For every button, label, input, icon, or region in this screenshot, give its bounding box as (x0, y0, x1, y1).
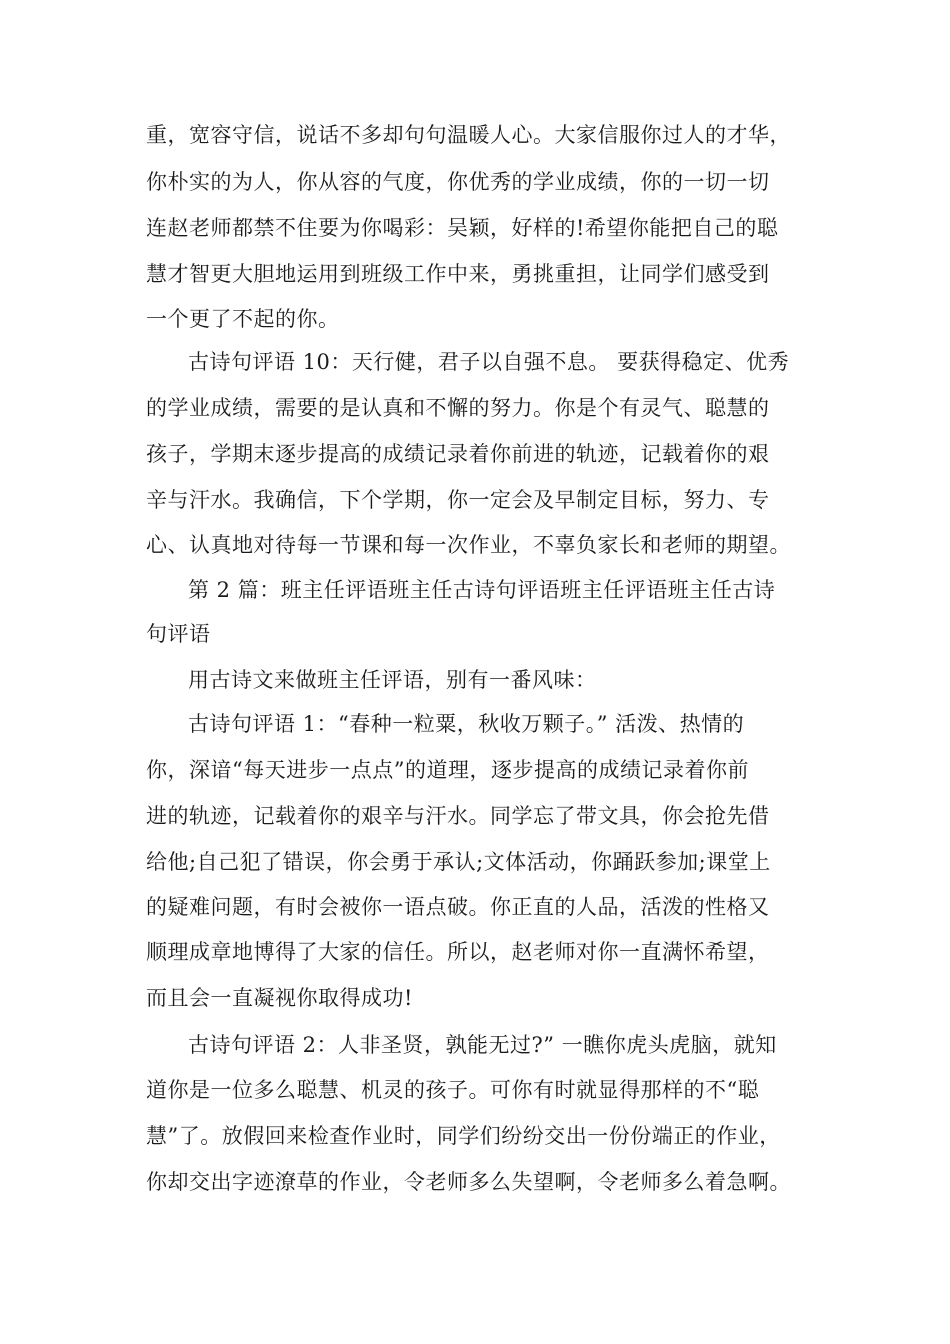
paragraph-start: 古诗句评语 2：人非圣贤，孰能无过?” 一瞧你虎头虎脑，就知 (188, 1033, 777, 1057)
text-line: 重，宽容守信，说话不多却句句温暖人心。大家信服你过人的才华， (146, 123, 791, 147)
text-line: 孩子，学期末逐步提高的成绩记录着你前进的轨迹，记载着你的艰 (146, 442, 770, 466)
text-line: 你却交出字迹潦草的作业，令老师多么失望啊，令老师多么着急啊。 (146, 1170, 791, 1194)
text-line: 你，深谙“每天进步一点点”的道理，逐步提高的成绩记录着你前 (146, 758, 749, 782)
text-line: 给他;自己犯了错误，你会勇于承认;文体活动，你踊跃参加;课堂上 (146, 850, 771, 874)
text-line: 的学业成绩，需要的是认真和不懈的努力。你是个有灵气、聪慧的 (146, 396, 770, 420)
text-line: 道你是一位多么聪慧、机灵的孩子。可你有时就显得那样的不“聪 (146, 1078, 760, 1102)
text-line: 进的轨迹，记载着你的艰辛与汗水。同学忘了带文具，你会抢先借 (146, 804, 770, 828)
paragraph-start: 用古诗文来做班主任评语，别有一番风味： (188, 668, 597, 692)
text-line: 一个更了不起的你。 (146, 307, 340, 331)
paragraph-start: 古诗句评语 10：天行健，君子以自强不息。 要获得稳定、优秀 (188, 350, 790, 374)
text-line: 的疑难问题，有时会被你一语点破。你正直的人品，活泼的性格又 (146, 895, 770, 919)
text-line: 连赵老师都禁不住要为你喝彩：吴颖，好样的!希望你能把自己的聪 (146, 216, 779, 240)
section-heading: 第 2 篇：班主任评语班主任古诗句评语班主任评语班主任古诗 (188, 578, 776, 602)
text-line: 你朴实的为人，你从容的气度，你优秀的学业成绩，你的一切一切 (146, 170, 770, 194)
paragraph-start: 古诗句评语 1：“春种一粒粟，秋收万颗子。” 活泼、热情的 (188, 712, 745, 736)
text-line: 辛与汗水。我确信，下个学期，你一定会及早制定目标，努力、专 (146, 488, 770, 512)
text-line: 顺理成章地博得了大家的信任。所以，赵老师对你一直满怀希望， (146, 940, 770, 964)
text-line: 慧”了。放假回来检查作业时，同学们纷纷交出一份份端正的作业， (146, 1124, 781, 1148)
text-line: 心、认真地对待每一节课和每一次作业，不辜负家长和老师的期望。 (146, 533, 791, 557)
text-line: 慧才智更大胆地运用到班级工作中来，勇挑重担，让同学们感受到 (146, 262, 770, 286)
section-heading-cont: 句评语 (146, 622, 211, 646)
text-line: 而且会一直凝视你取得成功! (146, 986, 413, 1010)
